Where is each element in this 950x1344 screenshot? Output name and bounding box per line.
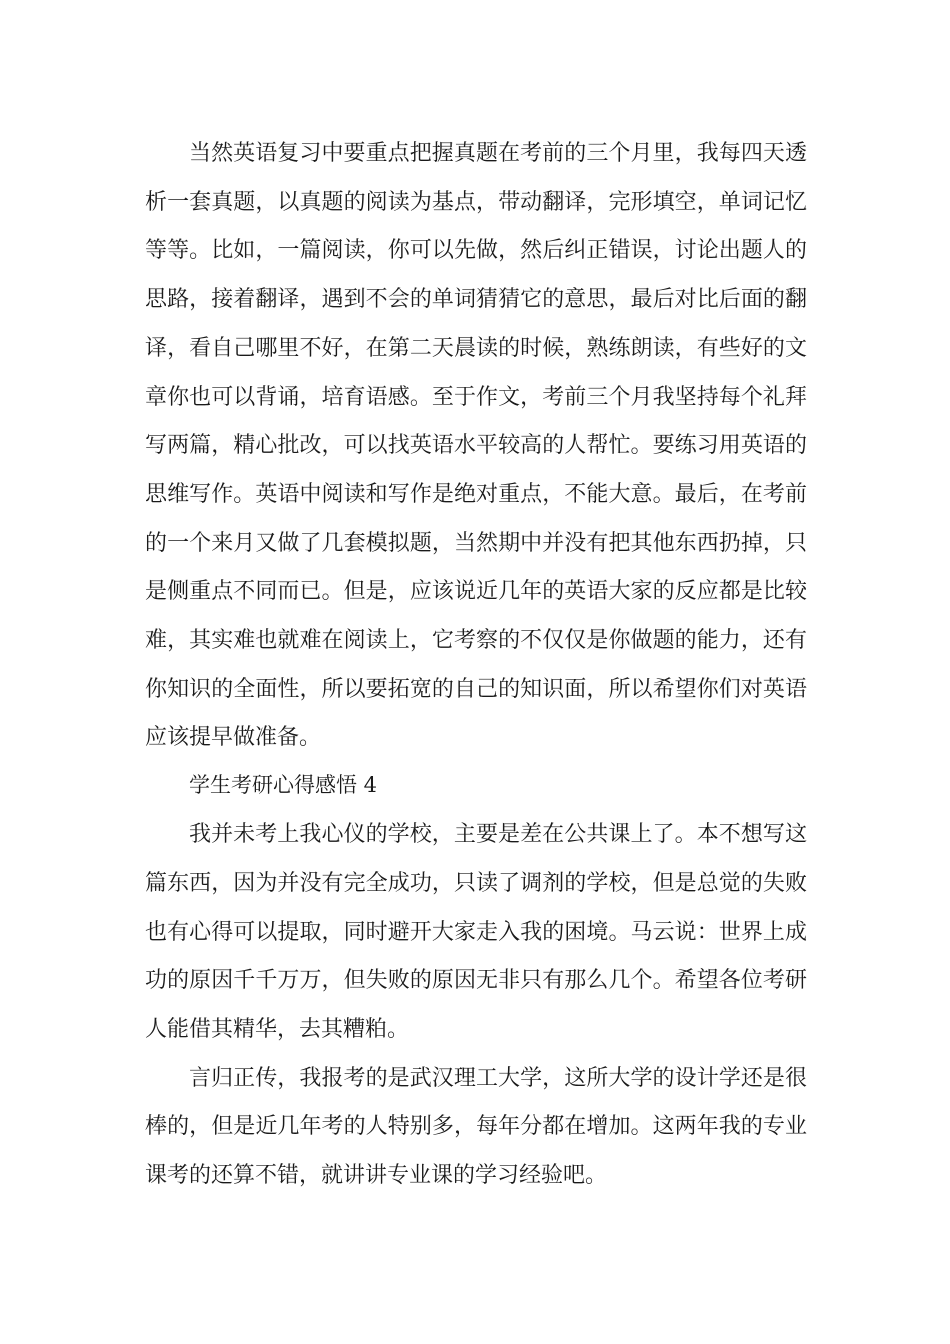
document-body [145,130,807,1201]
paragraph-major-course: 言归正传，我报考的是武汉理工大学，这所大学的设计学还是很棒的，但是近几年考的人特别多，每年分都在增加。这两年我的专业课考的还算不错，就讲讲专业课的学习经验吧。 [145,1065,807,1189]
paragraph-failure-reflection: 我并未考上我心仪的学校，主要是差在公共课上了。本不想写这篇东西，因为并没有完全成功，只读了调剂的学校，但是总觉的失败也有心得可以提取，同时避开大家走入我的困境。马云说：世界上成功的原因千千万万，但失败的原因无非只有那么几个。希望各位考研人能借其精华，去其糟粕。 [145,822,807,1042]
section-heading: 学生考研心得感悟 4 [189,773,378,798]
paragraph-english-review: 当然英语复习中要重点把握真题在考前的三个月里，我每四天透析一套真题，以真题的阅读为基点，带动翻译，完形填空，单词记忆等等。比如，一篇阅读，你可以先做，然后纠正错误，讨论出题人的思路，接着翻译，遇到不会的单词猜猜它的意思，最后对比后面的翻译，看自己哪里不好，在第二天晨读的时候，熟练朗读，有些好的文章你也可以背诵，培育语感。至于作文，考前三个月我坚持每个礼拜写两篇，精心批改，可以找英语水平较高的人帮忙。要练习用英语的思维写作。英语中阅读和写作是绝对重点，不能大意。最后，在考前的一个来月又做了几套模拟题，当然期中并没有把其他东西扔掉，只是侧重点不同而已。但是，应该说近几年的英语大家的反应都是比较难，其实难也就难在阅读上，它考察的不仅仅是你做题的能力，还有你知识的全面性，所以要拓宽的自己的知识面，所以希望你们对英语应该提早做准备。 [145,141,807,751]
